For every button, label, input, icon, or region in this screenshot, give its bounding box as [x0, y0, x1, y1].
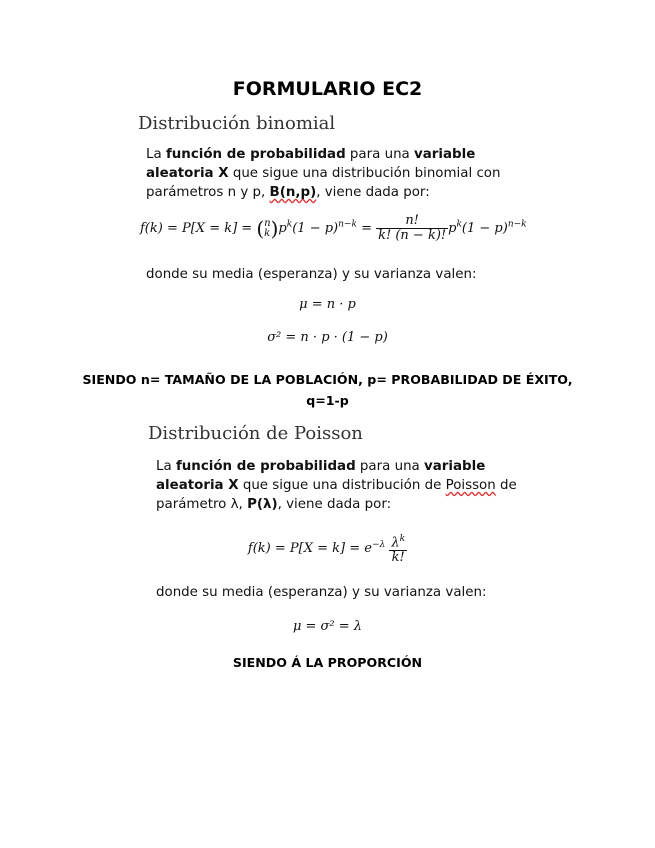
poisson-heading: Distribución de Poisson	[148, 423, 363, 444]
binomial-line-1: La función de probabilidad para una variable	[146, 147, 476, 162]
binomial-paragraph	[146, 145, 500, 202]
poisson-mean-formula: μ = σ² = λ	[292, 619, 363, 634]
binomial-line-2: aleatoria X que sigue una distribución binomial con	[146, 166, 501, 181]
binomial-mean-formula: μ = n · p	[299, 297, 356, 312]
poisson-formula: $f(k) = P[X = k] = e^{-\lambda}$ $\frac{\lambda^k}{k!}$	[247, 534, 406, 566]
binomial-formula: f(k) = P[X = k] = ( n k )$p^k(1 - p)^{n-k}$ = $\frac{n!}{k! (n - k)!}$ $p^k(1 - p)^{n-k}$	[140, 213, 527, 243]
binomial-heading: Distribución binomial	[138, 113, 336, 134]
page-title: FORMULARIO EC2	[232, 78, 423, 100]
binomial-variance-formula: σ² = n · p · (1 − p)	[267, 330, 388, 345]
poisson-paragraph	[156, 457, 517, 514]
binomial-note-line-2: q=1-p	[306, 393, 349, 408]
binomial-line-3: parámetros n y p, B(n,p), viene dada por:	[146, 185, 430, 200]
binomial-note-line-1: SIENDO n= TAMAÑO DE LA POBLACIÓN, p= PROBABILIDAD DE ÉXITO,	[82, 372, 573, 387]
poisson-mean-text: donde su media (esperanza) y su varianza valen:	[156, 585, 487, 600]
poisson-note: SIENDO Á LA PROPORCIÓN	[232, 655, 423, 670]
poisson-line-3: parámetro λ, P(λ), viene dada por:	[156, 497, 392, 512]
binomial-mean-text: donde su media (esperanza) y su varianza valen:	[146, 267, 477, 282]
poisson-line-1: La función de probabilidad para una variable	[156, 459, 486, 474]
poisson-line-2: aleatoria X que sigue una distribución de Poisson de	[156, 478, 517, 493]
